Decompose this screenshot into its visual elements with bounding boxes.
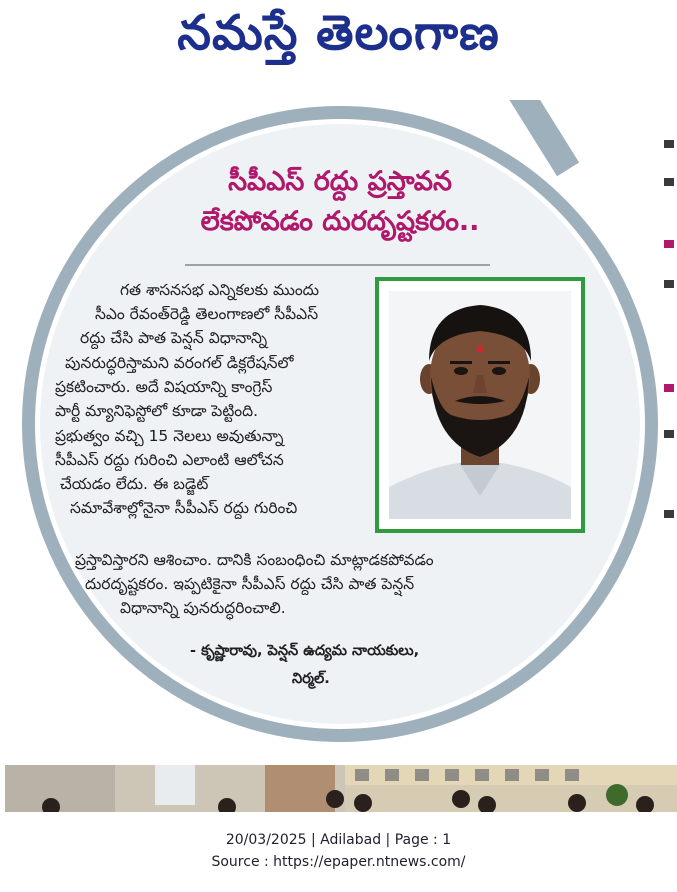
person-portrait-image xyxy=(389,291,571,519)
edge-text-fragment xyxy=(664,280,674,288)
article-paragraph-line: గత శాసనసభ ఎన్నికలకు ముందు xyxy=(120,281,319,299)
article-paragraph-line: పార్టీ మ్యానిఫెస్టోలో కూడా పెట్టింది. xyxy=(55,402,259,420)
edge-text-fragment xyxy=(664,430,674,438)
footer-edition-info: 20/03/2025 | Adilabad | Page : 1 xyxy=(225,832,452,848)
article-byline: - కృష్ణారావు, పెన్షన్ ఉద్యమ నాయకులు, xyxy=(190,643,420,659)
article-paragraph-line: ప్రభుత్వం వచ్చి 15 నెలలు అవుతున్నా xyxy=(55,427,284,445)
article-clip xyxy=(0,100,677,760)
article-headline xyxy=(40,162,640,242)
edge-text-fragment xyxy=(664,178,674,186)
article-paragraph-line: సమావేశాల్లోనైనా సీపీఎస్ రద్దు గురించి xyxy=(70,499,298,517)
article-paragraph-line: రద్దు చేసి పాత పెన్షన్ విధానాన్ని xyxy=(80,329,268,347)
edge-text-fragment xyxy=(664,140,674,148)
headline-divider xyxy=(185,264,490,266)
portrait-frame xyxy=(375,277,585,533)
group-photo-image xyxy=(5,765,677,812)
article-paragraph-line: దురదృష్టకరం. ఇప్పటికైనా సీపీఎస్ రద్దు చేసి పాత పెన్షన్ xyxy=(85,575,415,593)
article-paragraph-line: విధానాన్ని పునరుద్ధరించాలి. xyxy=(120,599,286,617)
article-paragraph-line: చేయడం లేదు. ఈ బడ్జెట్ xyxy=(60,475,209,493)
headline-line: సీపీఎస్ రద్దు ప్రస్తావన xyxy=(228,166,452,197)
portrait-photo xyxy=(389,291,571,519)
edge-text-fragment xyxy=(664,510,674,518)
footer-source: Source : https://epaper.ntnews.com/ xyxy=(211,854,466,870)
article-paragraph-line: పునరుద్ధరిస్తామని వరంగల్ డిక్లరేషన్‌లో xyxy=(65,354,294,372)
next-article-photo xyxy=(5,765,677,812)
article-paragraph-line: సీపీఎస్ రద్దు గురించి ఎలాంటి ఆలోచన xyxy=(55,451,284,469)
masthead-title: నమస్తే తెలంగాణ xyxy=(177,5,500,61)
edge-text-fragment xyxy=(664,384,674,392)
headline-line: లేకపోవడం దురదృష్టకరం.. xyxy=(200,206,480,237)
article-byline-place: నిర్మల్. xyxy=(292,671,330,687)
article-paragraph-line: ప్రస్తావిస్తారని ఆశించాం. దానికి సంబంధించి మాట్లాడకపోవడం xyxy=(75,551,434,569)
edge-text-fragment xyxy=(664,240,674,248)
article-paragraph-line: ప్రకటించారు. అదే విషయాన్ని కాంగ్రెస్ xyxy=(55,378,273,396)
masthead xyxy=(0,0,677,78)
article-paragraph-line: సీఎం రేవంత్‌రెడ్డి తెలంగాణలో సీపీఎస్ xyxy=(95,305,319,323)
